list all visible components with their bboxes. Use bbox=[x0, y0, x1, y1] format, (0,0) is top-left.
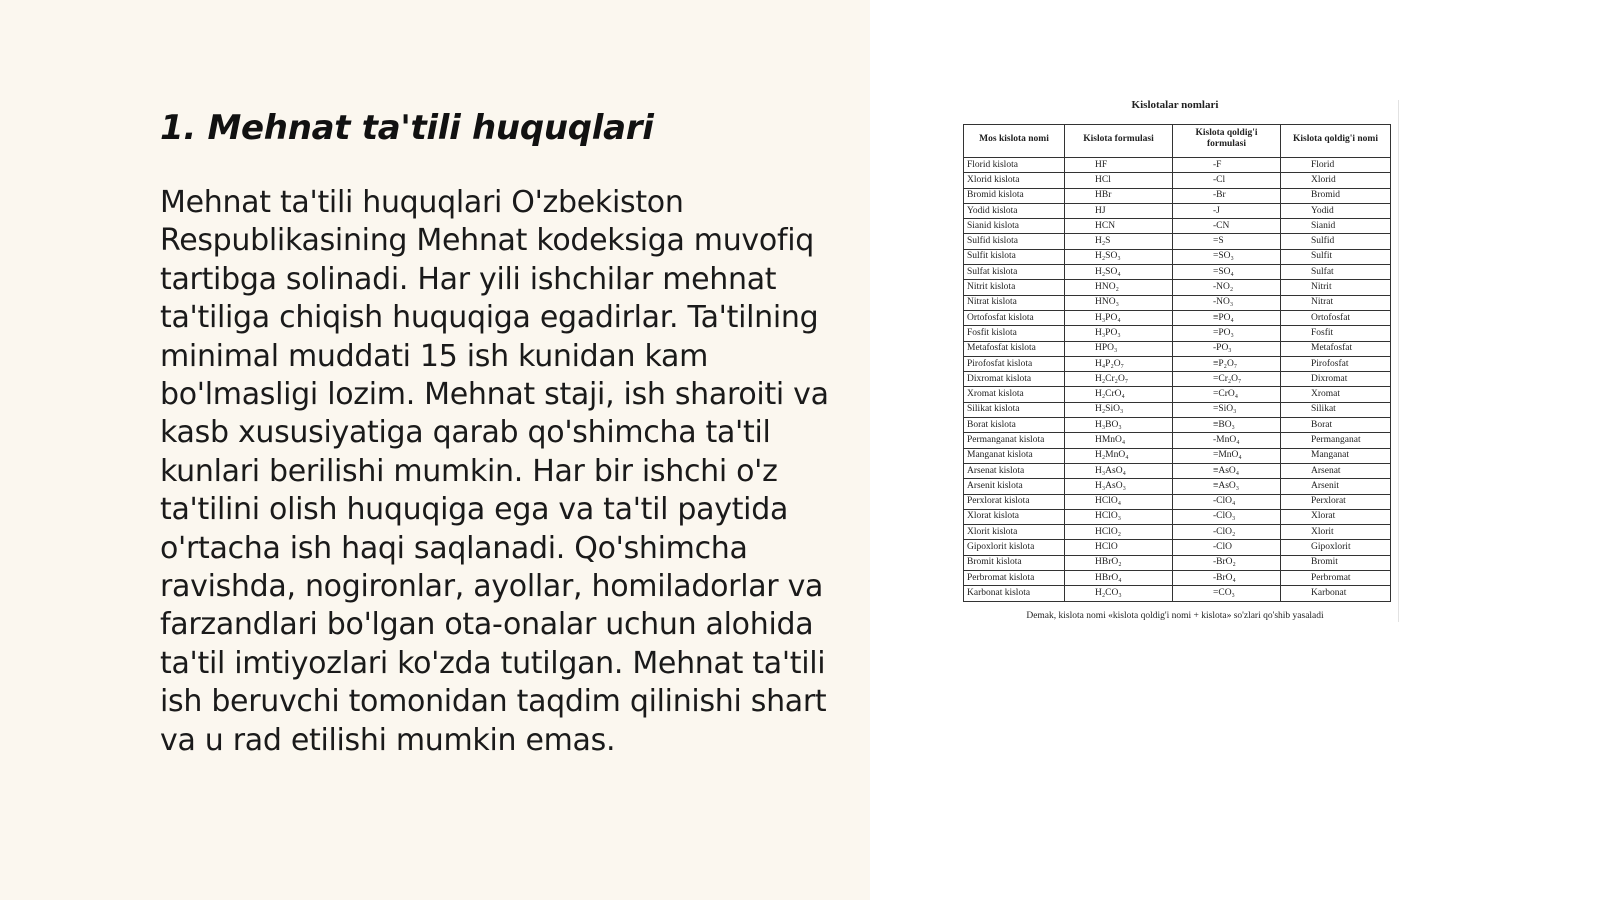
table-row bbox=[964, 387, 1391, 402]
cell-residue-formula: =SO₄ bbox=[1173, 265, 1281, 280]
cell-residue-formula: -Cl bbox=[1173, 173, 1281, 188]
table-row bbox=[964, 249, 1391, 264]
cell-residue-formula: ≡P₂O₇ bbox=[1173, 356, 1281, 371]
cell-acid-name: Pirofosfat kislota bbox=[964, 356, 1065, 371]
table-row bbox=[964, 158, 1391, 173]
cell-acid-formula: HClO₂ bbox=[1065, 525, 1173, 540]
table-row bbox=[964, 295, 1391, 310]
cell-acid-name: Arsenit kislota bbox=[964, 479, 1065, 494]
cell-residue-name: Pirofosfat bbox=[1281, 356, 1391, 371]
slide-title: 1. Mehnat ta'tili huquqlari bbox=[160, 108, 654, 148]
cell-acid-formula: H₃PO₄ bbox=[1065, 310, 1173, 325]
cell-residue-formula: -ClO₂ bbox=[1173, 525, 1281, 540]
table-row bbox=[964, 310, 1391, 325]
cell-acid-formula: HNO₃ bbox=[1065, 295, 1173, 310]
table-row bbox=[964, 265, 1391, 280]
cell-residue-formula: -F bbox=[1173, 158, 1281, 173]
cell-acid-formula: HClO₄ bbox=[1065, 494, 1173, 509]
cell-acid-name: Sulfit kislota bbox=[964, 249, 1065, 264]
cell-residue-name: Ortofosfat bbox=[1281, 310, 1391, 325]
cell-acid-name: Yodid kislota bbox=[964, 203, 1065, 218]
cell-acid-name: Gipoxlorit kislota bbox=[964, 540, 1065, 555]
cell-residue-formula: =SO₃ bbox=[1173, 249, 1281, 264]
cell-acid-name: Xlorit kislota bbox=[964, 525, 1065, 540]
table-body bbox=[964, 158, 1391, 602]
cell-residue-formula: -J bbox=[1173, 203, 1281, 218]
cell-acid-name: Nitrat kislota bbox=[964, 295, 1065, 310]
cell-residue-formula: =CO₃ bbox=[1173, 586, 1281, 601]
table-row bbox=[964, 463, 1391, 478]
cell-residue-formula: -ClO₄ bbox=[1173, 494, 1281, 509]
cell-residue-name: Florid bbox=[1281, 158, 1391, 173]
cell-residue-formula: -BrO₂ bbox=[1173, 555, 1281, 570]
cell-acid-name: Silikat kislota bbox=[964, 402, 1065, 417]
cell-acid-formula: HJ bbox=[1065, 203, 1173, 218]
cell-residue-name: Permanganat bbox=[1281, 433, 1391, 448]
table-row bbox=[964, 479, 1391, 494]
cell-acid-name: Sianid kislota bbox=[964, 219, 1065, 234]
table-row bbox=[964, 372, 1391, 387]
table-row bbox=[964, 509, 1391, 524]
cell-residue-formula: =CrO₄ bbox=[1173, 387, 1281, 402]
table-row bbox=[964, 280, 1391, 295]
header-acid-formula: Kislota formulasi bbox=[1065, 125, 1173, 158]
cell-acid-formula: H₃PO₃ bbox=[1065, 326, 1173, 341]
cell-acid-name: Sulfat kislota bbox=[964, 265, 1065, 280]
cell-residue-formula: ≡PO₄ bbox=[1173, 310, 1281, 325]
cell-acid-formula: H₃AsO₄ bbox=[1065, 463, 1173, 478]
cell-residue-name: Xromat bbox=[1281, 387, 1391, 402]
cell-acid-formula: H₄P₂O₇ bbox=[1065, 356, 1173, 371]
cell-acid-formula: HCN bbox=[1065, 219, 1173, 234]
cell-acid-formula: HPO₃ bbox=[1065, 341, 1173, 356]
cell-residue-name: Karbonat bbox=[1281, 586, 1391, 601]
cell-acid-formula: HClO₃ bbox=[1065, 509, 1173, 524]
cell-acid-name: Perxlorat kislota bbox=[964, 494, 1065, 509]
cell-residue-name: Arsenat bbox=[1281, 463, 1391, 478]
cell-residue-formula: -NO₃ bbox=[1173, 295, 1281, 310]
cell-acid-name: Xromat kislota bbox=[964, 387, 1065, 402]
cell-residue-formula: =PO₃ bbox=[1173, 326, 1281, 341]
cell-acid-formula: HClO bbox=[1065, 540, 1173, 555]
table-row bbox=[964, 234, 1391, 249]
table-row bbox=[964, 188, 1391, 203]
cell-acid-formula: H₂SO₃ bbox=[1065, 249, 1173, 264]
cell-acid-formula: HMnO₄ bbox=[1065, 433, 1173, 448]
table-row bbox=[964, 494, 1391, 509]
cell-acid-formula: H₂CrO₄ bbox=[1065, 387, 1173, 402]
cell-acid-formula: H₃BO₃ bbox=[1065, 418, 1173, 433]
cell-residue-formula: -MnO₄ bbox=[1173, 433, 1281, 448]
cell-residue-name: Xlorid bbox=[1281, 173, 1391, 188]
table-row bbox=[964, 203, 1391, 218]
cell-residue-name: Yodid bbox=[1281, 203, 1391, 218]
cell-residue-name: Bromid bbox=[1281, 188, 1391, 203]
acid-names-table bbox=[963, 124, 1391, 602]
cell-residue-name: Metafosfat bbox=[1281, 341, 1391, 356]
header-acid-name: Mos kislota nomi bbox=[964, 125, 1065, 158]
cell-acid-name: Perbromat kislota bbox=[964, 571, 1065, 586]
cell-acid-name: Ortofosfat kislota bbox=[964, 310, 1065, 325]
header-residue-formula: Kislota qoldig'i formulasi bbox=[1173, 125, 1281, 158]
slide-paragraph: Mehnat ta'tili huquqlari O'zbekiston Respublikasining Mehnat kodeksiga muvofiq tartibga solinadi. Har yili ishchilar mehnat ta'tiliga chiqish huquqiga egadirlar. Ta'tilning minimal muddati 15 ish kunidan kam bo'lmasligi lozim. Mehnat staji, ish sharoiti va kasb xususiyatiga qarab qo'shimcha ta'til kunlari berilishi mumkin. Har bir ishchi o'z ta'tilini olish huquqiga ega va ta'til paytida o'rtacha ish haqi saqlanadi. Qo'shimcha ravishda, nogironlar, ayollar, homiladorlar va farzandlari bo'lgan ota-onalar uchun alohida ta'til imtiyozlari ko'zda tutilgan. Mehnat ta'tili ish beruvchi tomonidan taqdim qilinishi shart va u rad etilishi mumkin emas. bbox=[160, 185, 829, 758]
acid-names-figure bbox=[955, 96, 1395, 626]
cell-acid-formula: HNO₂ bbox=[1065, 280, 1173, 295]
table-row bbox=[964, 540, 1391, 555]
cell-residue-name: Arsenit bbox=[1281, 479, 1391, 494]
table-title: Kislotalar nomlari bbox=[1131, 99, 1219, 111]
cell-residue-name: Borat bbox=[1281, 418, 1391, 433]
table-row bbox=[964, 555, 1391, 570]
cell-residue-name: Nitrat bbox=[1281, 295, 1391, 310]
table-header-row bbox=[964, 125, 1391, 158]
cell-acid-name: Dixromat kislota bbox=[964, 372, 1065, 387]
cell-acid-name: Arsenat kislota bbox=[964, 463, 1065, 478]
table-row bbox=[964, 341, 1391, 356]
cell-acid-formula: HCl bbox=[1065, 173, 1173, 188]
cell-acid-formula: HBr bbox=[1065, 188, 1173, 203]
cell-residue-formula: -CN bbox=[1173, 219, 1281, 234]
cell-acid-formula: HBrO₂ bbox=[1065, 555, 1173, 570]
cell-acid-name: Karbonat kislota bbox=[964, 586, 1065, 601]
cell-residue-name: Xlorit bbox=[1281, 525, 1391, 540]
cell-acid-formula: H₂MnO₄ bbox=[1065, 448, 1173, 463]
table-row bbox=[964, 525, 1391, 540]
cell-residue-formula: -ClO bbox=[1173, 540, 1281, 555]
cell-residue-name: Gipoxlorit bbox=[1281, 540, 1391, 555]
cell-residue-formula: -BrO₄ bbox=[1173, 571, 1281, 586]
cell-acid-name: Permanganat kislota bbox=[964, 433, 1065, 448]
cell-residue-formula: =MnO₄ bbox=[1173, 448, 1281, 463]
cell-residue-name: Manganat bbox=[1281, 448, 1391, 463]
cell-residue-formula: ≡AsO₄ bbox=[1173, 463, 1281, 478]
figure-edge-divider bbox=[1398, 100, 1399, 622]
table-row bbox=[964, 571, 1391, 586]
cell-residue-name: Perbromat bbox=[1281, 571, 1391, 586]
cell-acid-name: Metafosfat kislota bbox=[964, 341, 1065, 356]
table-row bbox=[964, 433, 1391, 448]
cell-residue-formula: ≡AsO₃ bbox=[1173, 479, 1281, 494]
cell-residue-formula: -PO₃ bbox=[1173, 341, 1281, 356]
table-row bbox=[964, 448, 1391, 463]
cell-residue-name: Sulfit bbox=[1281, 249, 1391, 264]
table-row bbox=[964, 173, 1391, 188]
cell-residue-name: Perxlorat bbox=[1281, 494, 1391, 509]
cell-acid-name: Manganat kislota bbox=[964, 448, 1065, 463]
cell-acid-name: Bromit kislota bbox=[964, 555, 1065, 570]
cell-residue-name: Bromit bbox=[1281, 555, 1391, 570]
cell-residue-name: Dixromat bbox=[1281, 372, 1391, 387]
cell-residue-name: Sulfid bbox=[1281, 234, 1391, 249]
cell-residue-name: Sianid bbox=[1281, 219, 1391, 234]
cell-acid-formula: H₂CO₃ bbox=[1065, 586, 1173, 601]
cell-acid-name: Bromid kislota bbox=[964, 188, 1065, 203]
cell-acid-formula: HF bbox=[1065, 158, 1173, 173]
table-row bbox=[964, 326, 1391, 341]
table-row bbox=[964, 356, 1391, 371]
cell-acid-name: Florid kislota bbox=[964, 158, 1065, 173]
cell-residue-formula: ≡BO₃ bbox=[1173, 418, 1281, 433]
cell-residue-name: Silikat bbox=[1281, 402, 1391, 417]
cell-residue-name: Fosfit bbox=[1281, 326, 1391, 341]
cell-residue-formula: -NO₂ bbox=[1173, 280, 1281, 295]
cell-acid-formula: H₃AsO₃ bbox=[1065, 479, 1173, 494]
cell-residue-formula: =Cr₂O₇ bbox=[1173, 372, 1281, 387]
cell-residue-name: Nitrit bbox=[1281, 280, 1391, 295]
cell-acid-name: Sulfid kislota bbox=[964, 234, 1065, 249]
cell-residue-formula: =S bbox=[1173, 234, 1281, 249]
cell-acid-formula: HBrO₄ bbox=[1065, 571, 1173, 586]
cell-acid-formula: H₂SiO₃ bbox=[1065, 402, 1173, 417]
cell-acid-name: Fosfit kislota bbox=[964, 326, 1065, 341]
cell-acid-name: Borat kislota bbox=[964, 418, 1065, 433]
table-row bbox=[964, 586, 1391, 601]
cell-acid-formula: H₂Cr₂O₇ bbox=[1065, 372, 1173, 387]
table-row bbox=[964, 418, 1391, 433]
cell-acid-formula: H₂S bbox=[1065, 234, 1173, 249]
table-footnote: Demak, kislota nomi «kislota qoldig'i nomi + kislota» so'zlari qo'shib yasaladi bbox=[1026, 611, 1324, 621]
table-row bbox=[964, 219, 1391, 234]
cell-acid-name: Xlorat kislota bbox=[964, 509, 1065, 524]
cell-acid-name: Xlorid kislota bbox=[964, 173, 1065, 188]
cell-residue-name: Xlorat bbox=[1281, 509, 1391, 524]
cell-residue-name: Sulfat bbox=[1281, 265, 1391, 280]
cell-residue-formula: =SiO₃ bbox=[1173, 402, 1281, 417]
cell-acid-formula: H₂SO₄ bbox=[1065, 265, 1173, 280]
cell-acid-name: Nitrit kislota bbox=[964, 280, 1065, 295]
cell-residue-formula: -ClO₃ bbox=[1173, 509, 1281, 524]
header-residue-name: Kislota qoldig'i nomi bbox=[1281, 125, 1391, 158]
table-row bbox=[964, 402, 1391, 417]
cell-residue-formula: -Br bbox=[1173, 188, 1281, 203]
